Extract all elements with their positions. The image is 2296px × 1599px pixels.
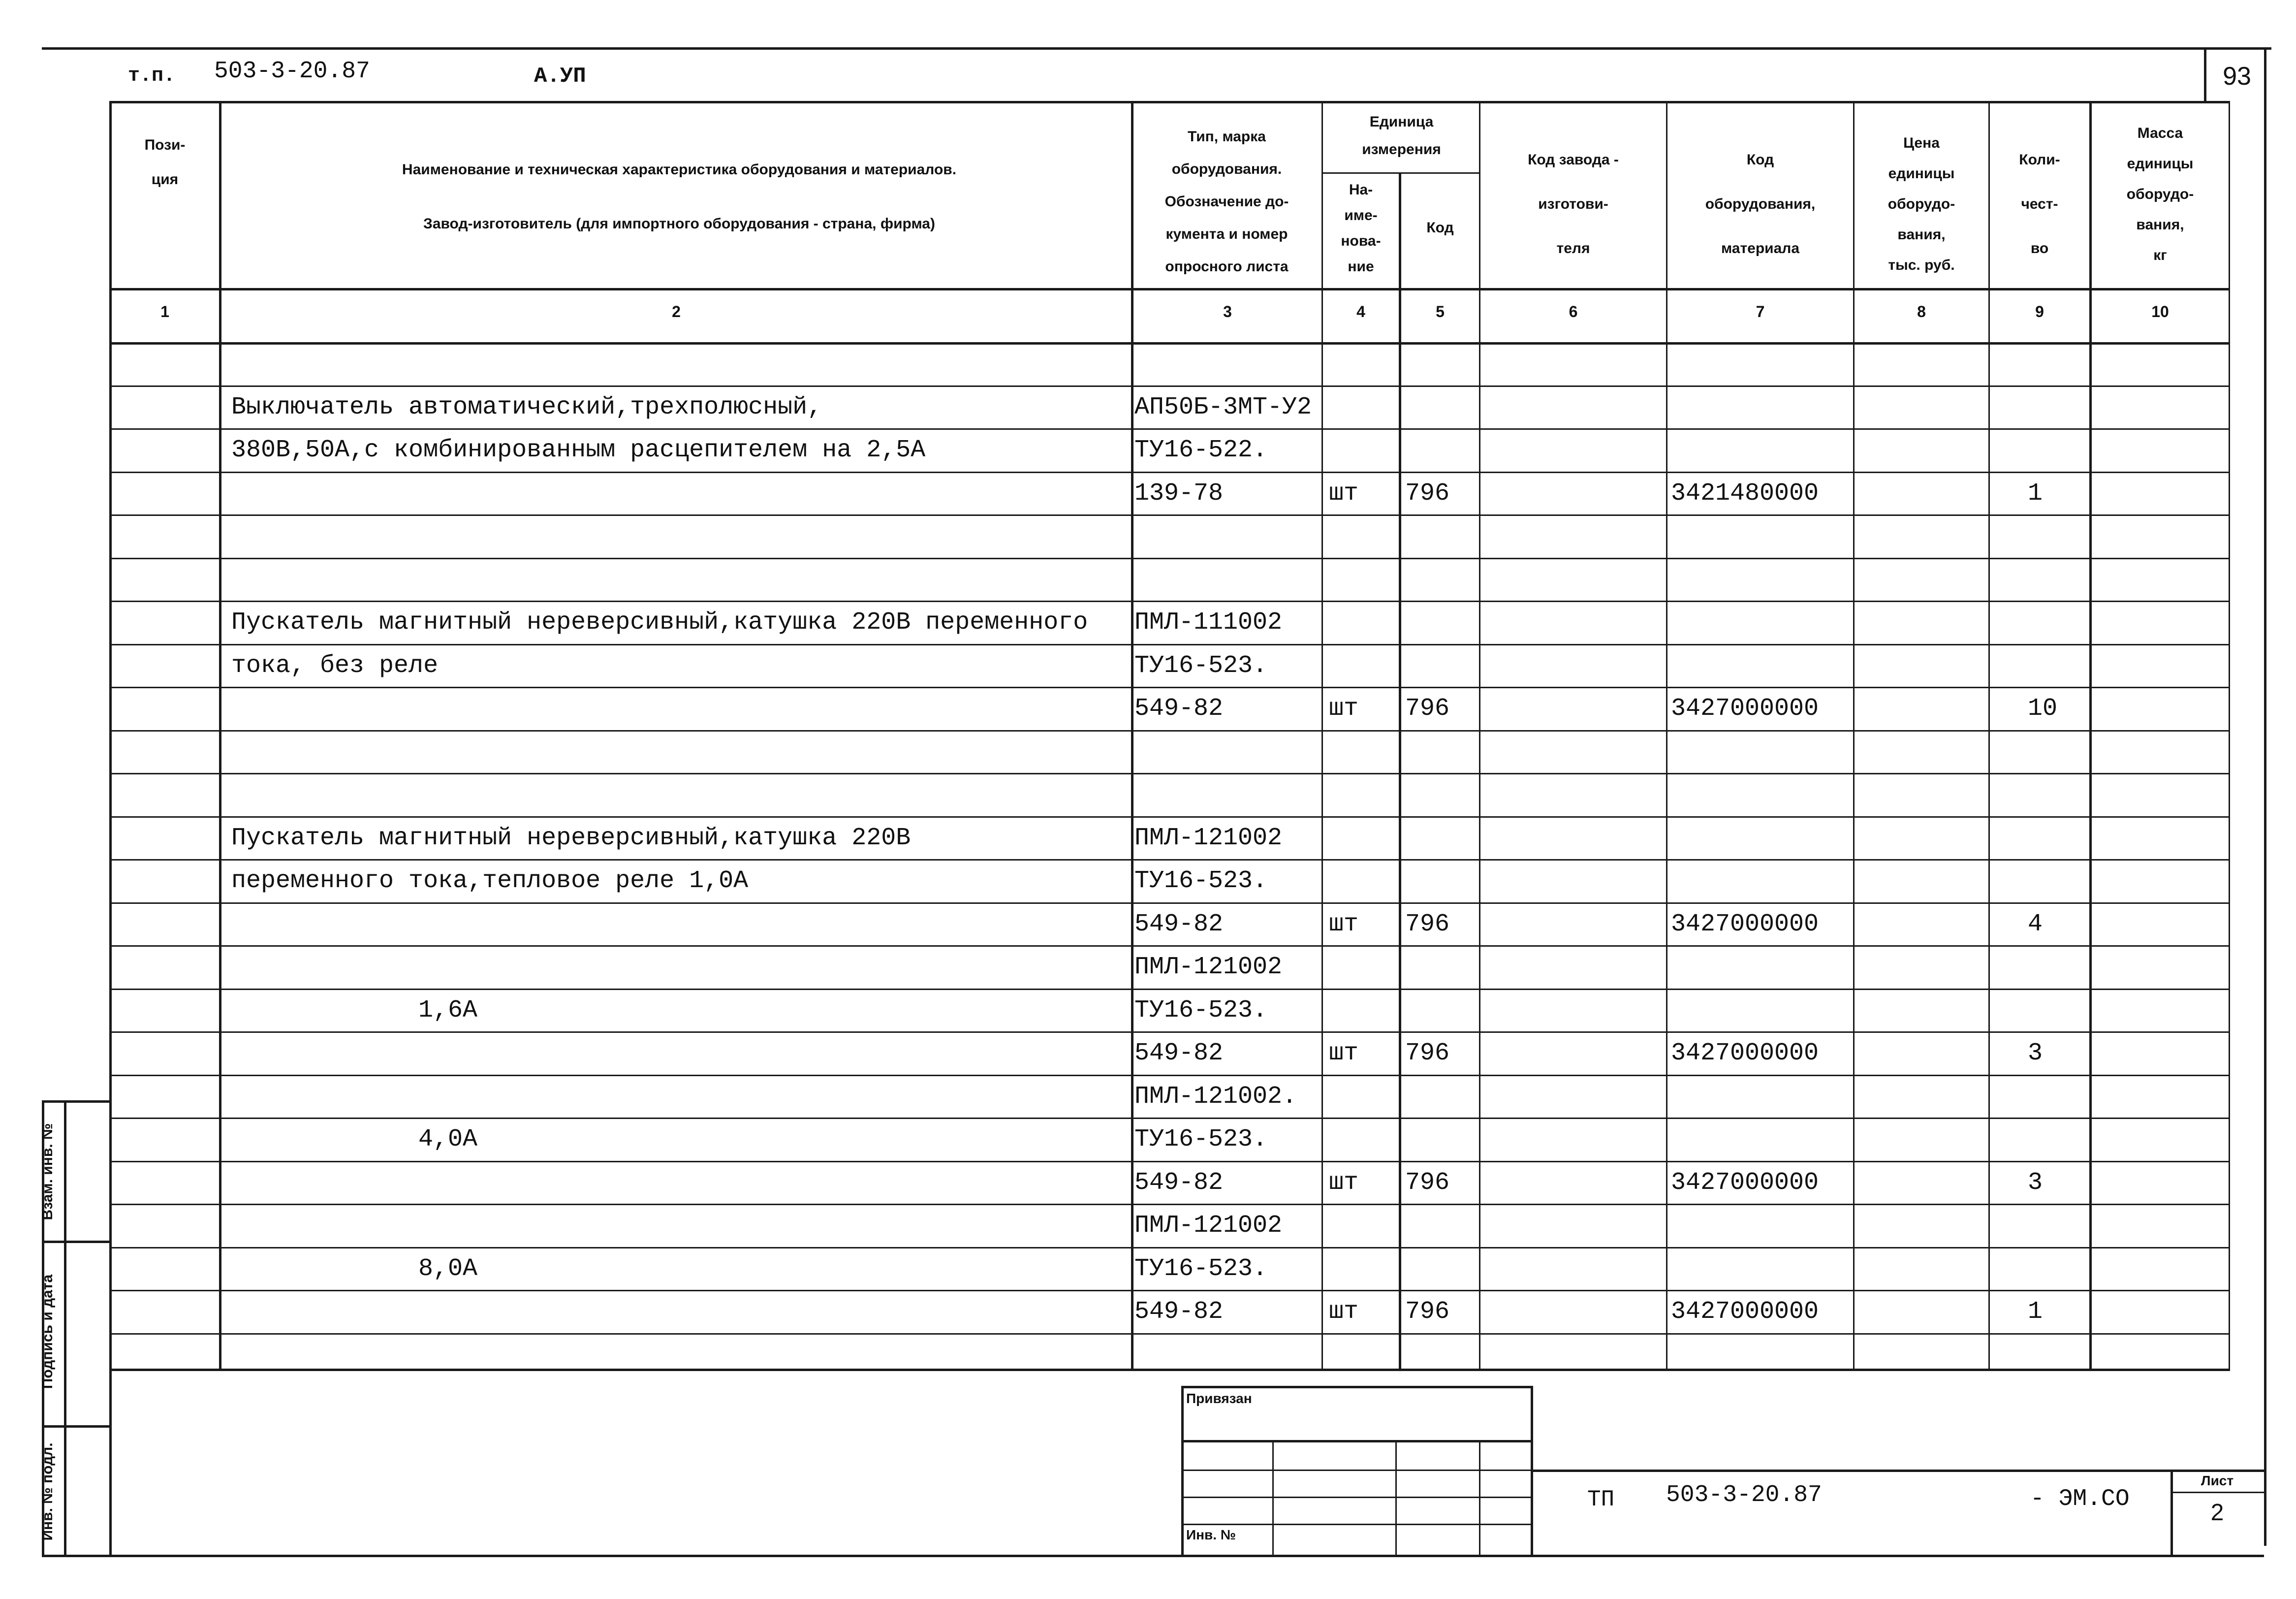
column-number: 3 (1223, 303, 1232, 320)
header-unit-code: Код (1426, 220, 1454, 236)
block-mark: - ЭМ.СО (2030, 1486, 2130, 1512)
row-type: 549-82 (1134, 910, 1224, 938)
row-unit-code: 796 (1405, 1298, 1450, 1326)
row-quantity: 4 (2028, 910, 2043, 938)
row-unit-code: 796 (1405, 1039, 1450, 1067)
column-number: 10 (2151, 303, 2169, 320)
row-quantity: 10 (2028, 695, 2058, 723)
column-number: 9 (2035, 303, 2044, 320)
row-type: ТУ16-523. (1134, 996, 1268, 1024)
row-unit-code: 796 (1405, 1169, 1450, 1197)
row-name: 1,6А (418, 996, 478, 1024)
row-type: ПМЛ-121002 (1134, 824, 1283, 852)
row-unit: шт (1329, 1169, 1359, 1197)
row-equipment-code: 3427000000 (1671, 695, 1819, 723)
row-unit: шт (1329, 695, 1359, 723)
row-unit: шт (1329, 1298, 1359, 1326)
row-name: Выключатель автоматический,трехполюсный, (231, 393, 822, 421)
row-quantity: 3 (2028, 1039, 2043, 1067)
row-type: ТУ16-523. (1134, 652, 1268, 680)
row-type: ТУ16-522. (1134, 436, 1268, 464)
row-type: 549-82 (1134, 695, 1224, 723)
row-type: ПМЛ-111002 (1134, 608, 1283, 637)
tp-label: т.п. (128, 65, 176, 87)
header-mass: Масса единицы оборудо- вания, кг (2126, 125, 2194, 263)
attached-label: Привязан (1186, 1391, 1252, 1406)
header-unit-name: На- име- нова- ние (1341, 182, 1381, 275)
row-name: 380В,50А,с комбинированным расцепителем на 2,5А (231, 436, 926, 464)
row-unit: шт (1329, 480, 1359, 508)
row-type: 139-78 (1134, 480, 1224, 508)
row-quantity: 1 (2028, 480, 2043, 508)
row-unit-code: 796 (1405, 910, 1450, 938)
row-unit-code: 796 (1405, 695, 1450, 723)
block-code: 503-3-20.87 (1666, 1482, 1822, 1508)
row-name: 4,0А (418, 1125, 478, 1153)
header-price: Цена единицы оборудо- вания, тыс. руб. (1887, 135, 1955, 273)
row-name: переменного тока,тепловое реле 1,0А (231, 867, 749, 895)
row-type: 549-82 (1134, 1298, 1224, 1326)
column-number: 8 (1917, 303, 1926, 320)
row-type: ПМЛ-121002 (1134, 1212, 1283, 1240)
column-number: 6 (1569, 303, 1578, 320)
row-type: 549-82 (1134, 1169, 1224, 1197)
row-equipment-code: 3427000000 (1671, 1039, 1819, 1067)
sheet-number: 2 (2210, 1500, 2224, 1526)
side-sign-date: Подпись и дата (39, 1274, 56, 1389)
row-type: ТУ16-523. (1134, 1255, 1268, 1283)
row-unit-code: 796 (1405, 480, 1450, 508)
page-number: 93 (2223, 62, 2251, 91)
row-type: ПМЛ-121002 (1134, 953, 1283, 981)
header-name: Наименование и техническая характеристика оборудования и материалов. Завод-изготовитель (для импортного оборудования - страна, фирма) (402, 161, 957, 232)
sheet-label: Лист (2201, 1473, 2234, 1488)
header-plant-code: Код завода - изготови- теля (1528, 152, 1619, 256)
row-type: ПМЛ-121002. (1134, 1083, 1297, 1111)
side-inv-no-sub: Инв. № подл. (39, 1442, 56, 1541)
column-number: 5 (1436, 303, 1445, 320)
side-vzam-inv: Взам. инв. № (39, 1123, 56, 1220)
row-unit: шт (1329, 910, 1359, 938)
row-name: 8,0А (418, 1255, 478, 1283)
row-type: 549-82 (1134, 1039, 1224, 1067)
row-type: ТУ16-523. (1134, 867, 1268, 895)
header-position: Пози- ция (144, 137, 186, 188)
tp-block-label: ТП (1587, 1487, 1615, 1512)
project-code: 503-3-20.87 (214, 58, 370, 85)
column-number: 4 (1356, 303, 1365, 320)
row-unit: шт (1329, 1039, 1359, 1067)
header-type: Тип, марка оборудования. Обозначение до- кумента и номер опросного листа (1164, 128, 1289, 275)
row-type: АП50Б-3МТ-У2 (1134, 393, 1312, 421)
album-label: А.УП (534, 64, 586, 89)
column-number: 2 (672, 303, 681, 320)
row-name: Пускатель магнитный нереверсивный,катушка 220В (231, 824, 911, 852)
column-number: 1 (160, 303, 169, 320)
header-unit-group: Единица измерения (1362, 114, 1441, 158)
row-name: тока, без реле (231, 652, 439, 680)
row-equipment-code: 3427000000 (1671, 1169, 1819, 1197)
header-equipment-code: Код оборудования, материала (1705, 152, 1816, 256)
row-equipment-code: 3427000000 (1671, 1298, 1819, 1326)
row-equipment-code: 3427000000 (1671, 910, 1819, 938)
row-type: ТУ16-523. (1134, 1125, 1268, 1153)
row-quantity: 1 (2028, 1298, 2043, 1326)
header-quantity: Коли- чест- во (2019, 152, 2060, 256)
inv-no-label: Инв. № (1186, 1527, 1236, 1542)
column-number: 7 (1756, 303, 1765, 320)
row-name: Пускатель магнитный нереверсивный,катушка 220В переменного (231, 608, 1088, 637)
row-equipment-code: 3421480000 (1671, 480, 1819, 508)
row-quantity: 3 (2028, 1169, 2043, 1197)
